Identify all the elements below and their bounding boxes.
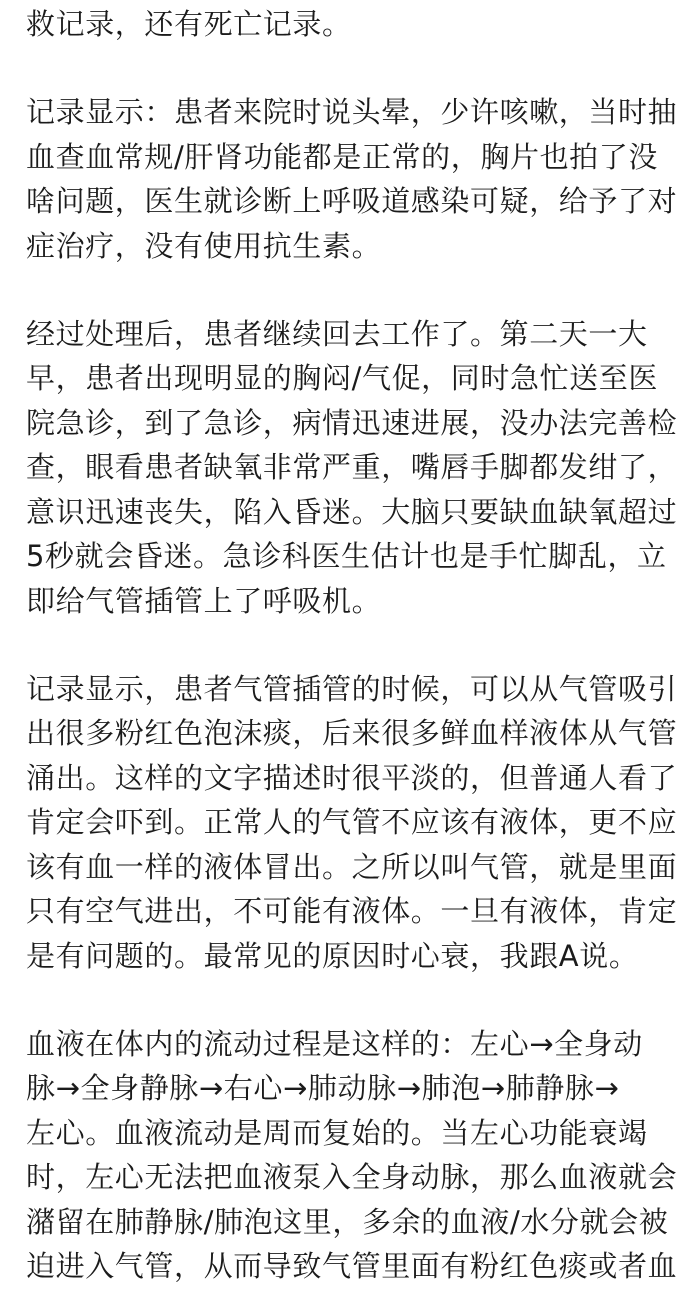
- text-line: 救记录，还有死亡记录。: [26, 7, 352, 41]
- text-line: 只有空气进出，不可能有液体。一旦有液体，肯定: [26, 894, 678, 928]
- paragraph-gap: [26, 623, 671, 667]
- text-line: 肯定会吓到。正常人的气管不应该有液体，更不应: [26, 805, 678, 839]
- text-line: 潴留在肺静脉/肺泡这里，多余的血液/水分就会被: [26, 1204, 669, 1239]
- text-line: 是有问题的。最常见的原因时心衰，我跟A说。: [26, 938, 639, 973]
- text-line: 5秒就会昏迷。急诊科医生估计也是手忙脚乱，立: [26, 539, 667, 573]
- text-line: 血液在体内的流动过程是这样的：左心→全身动: [26, 1026, 643, 1061]
- text-line: 早，患者出现明显的胸闷/气促，同时急忙送至医: [26, 361, 658, 395]
- text-line: 血查血常规/肝肾功能都是正常的，胸片也拍了没: [26, 139, 658, 174]
- text-line: 意识迅速丧失，陷入昏迷。大脑只要缺血缺氧超过: [26, 494, 678, 529]
- text-line: 记录显示，患者气管插管的时候，可以从气管吸引: [26, 671, 678, 706]
- text-line: 查，眼看患者缺氧非常严重，嘴唇手脚都发绀了，: [26, 450, 678, 484]
- article-text: [26, 0, 678, 1289]
- paragraph-gap: [26, 978, 671, 1022]
- text-line: 症治疗，没有使用抗生素。: [26, 228, 382, 263]
- text-line: 经过处理后，患者继续回去工作了。第二天一大: [26, 316, 648, 351]
- paragraph: [26, 667, 678, 979]
- text-line: 院急诊，到了急诊，病情迅速进展，没办法完善检: [26, 405, 678, 440]
- text-line: 该有血一样的液体冒出。之所以叫气管，就是里面: [26, 849, 678, 884]
- text-line: 时，左心无法把血液泵入全身动脉，那么血液就会: [26, 1160, 678, 1194]
- text-line: 脉→全身静脉→右心→肺动脉→肺泡→肺静脉→: [26, 1071, 620, 1105]
- text-line: 啥问题，医生就诊断上呼吸道感染可疑，给予了对: [26, 184, 678, 218]
- paragraph: [26, 312, 678, 624]
- text-line: 迫进入气管，从而导致气管里面有粉红色痰或者血: [26, 1249, 678, 1283]
- text-line: 出很多粉红色泡沫痰，后来很多鲜血样液体从气管: [26, 716, 678, 750]
- paragraph: [26, 1022, 678, 1289]
- paragraph-gap: [26, 268, 671, 312]
- text-line: 涌出。这样的文字描述时很平淡的，但普通人看了: [26, 760, 678, 795]
- paragraph-gap: [26, 47, 671, 91]
- text-line: 左心。血液流动是周而复始的。当左心功能衰竭: [26, 1115, 648, 1150]
- text-line: 即给气管插管上了呼吸机。: [26, 583, 382, 618]
- paragraph: [26, 90, 678, 268]
- text-line: 记录显示：患者来院时说头晕，少许咳嗽，当时抽: [26, 95, 678, 129]
- paragraph: [26, 2, 671, 47]
